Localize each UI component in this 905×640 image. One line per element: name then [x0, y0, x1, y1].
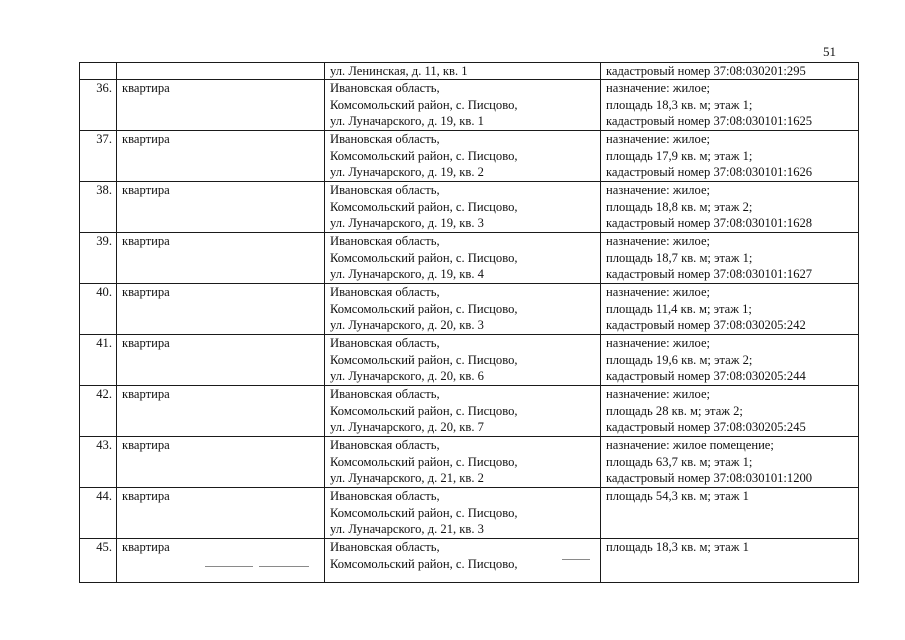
address-line: Комсомольский район, с. Писцово,: [330, 199, 518, 214]
scan-artifact-line: [259, 566, 309, 567]
address-line: Ивановская область,: [330, 438, 440, 453]
row-number-cell: 40.: [80, 284, 117, 335]
address-line: Ивановская область,: [330, 81, 440, 96]
table-row: [80, 335, 859, 386]
description-line: площадь 54,3 кв. м; этаж 1: [606, 489, 749, 504]
address-line: Комсомольский район, с. Писцово,: [330, 454, 518, 469]
address-cell: [325, 233, 601, 284]
address-line: Ивановская область,: [330, 336, 440, 351]
row-number-cell: 36.: [80, 80, 117, 131]
object-type-cell: квартира: [117, 182, 325, 233]
address-line: Ивановская область,: [330, 540, 440, 555]
description-line: кадастровый номер 37:08:030201:295: [606, 64, 806, 78]
address-line: Ивановская область,: [330, 234, 440, 249]
description-cell: [601, 182, 859, 233]
row-number-cell: [80, 63, 117, 80]
table-row-continuation: [80, 63, 859, 80]
address-line: Комсомольский район, с. Писцово,: [330, 148, 518, 163]
description-line: площадь 17,9 кв. м; этаж 1;: [606, 148, 753, 163]
address-cell: [325, 63, 601, 80]
registry-table-body: [80, 63, 859, 583]
table-row: [80, 233, 859, 284]
address-line: ул. Луначарского, д. 20, кв. 7: [330, 420, 484, 435]
address-cell: [325, 182, 601, 233]
description-cell: [601, 233, 859, 284]
object-type-cell: квартира: [117, 386, 325, 437]
address-line: Ивановская область,: [330, 285, 440, 300]
description-line: назначение: жилое;: [606, 285, 711, 300]
object-type-cell: [117, 63, 325, 80]
scan-artifact-line: [562, 559, 590, 560]
address-line: ул. Луначарского, д. 19, кв. 4: [330, 267, 484, 282]
address-line: Комсомольский район, с. Писцово,: [330, 97, 518, 112]
address-cell: [325, 386, 601, 437]
description-line: площадь 18,3 кв. м; этаж 1: [606, 540, 749, 555]
table-row: [80, 131, 859, 182]
address-line: ул. Луначарского, д. 20, кв. 3: [330, 318, 484, 333]
row-number-cell: 42.: [80, 386, 117, 437]
description-cell: [601, 488, 859, 539]
row-number-cell: 44.: [80, 488, 117, 539]
description-cell: [601, 539, 859, 583]
description-line: площадь 18,7 кв. м; этаж 1;: [606, 250, 753, 265]
description-line: площадь 19,6 кв. м; этаж 2;: [606, 352, 753, 367]
object-type-cell: квартира: [117, 437, 325, 488]
address-line: Комсомольский район, с. Писцово,: [330, 505, 518, 520]
address-line: ул. Луначарского, д. 21, кв. 2: [330, 471, 484, 486]
table-row: [80, 437, 859, 488]
object-type-cell: квартира: [117, 233, 325, 284]
row-number-cell: 37.: [80, 131, 117, 182]
description-cell: [601, 284, 859, 335]
description-line: кадастровый номер 37:08:030101:1200: [606, 471, 813, 486]
row-number-cell: 41.: [80, 335, 117, 386]
address-cell: [325, 335, 601, 386]
address-line: Комсомольский район, с. Писцово,: [330, 556, 518, 571]
description-cell: [601, 80, 859, 131]
object-type-cell: квартира: [117, 131, 325, 182]
address-line: Комсомольский район, с. Писцово,: [330, 352, 518, 367]
description-cell: [601, 386, 859, 437]
row-number-cell: 39.: [80, 233, 117, 284]
description-line: назначение: жилое;: [606, 234, 711, 249]
description-line: кадастровый номер 37:08:030101:1627: [606, 267, 813, 282]
property-registry-table: [79, 62, 859, 583]
address-line: Комсомольский район, с. Писцово,: [330, 403, 518, 418]
address-cell: [325, 539, 601, 583]
address-line: Комсомольский район, с. Писцово,: [330, 250, 518, 265]
address-line: ул. Ленинская, д. 11, кв. 1: [330, 64, 468, 78]
scan-artifact-line: [205, 566, 253, 567]
description-line: кадастровый номер 37:08:030205:245: [606, 420, 806, 435]
object-type-cell: квартира: [117, 335, 325, 386]
table-row: [80, 284, 859, 335]
description-cell: [601, 63, 859, 80]
address-line: Комсомольский район, с. Писцово,: [330, 301, 518, 316]
description-line: назначение: жилое;: [606, 81, 711, 96]
description-cell: [601, 437, 859, 488]
description-line: кадастровый номер 37:08:030101:1628: [606, 216, 813, 231]
object-type-cell: квартира: [117, 284, 325, 335]
description-line: кадастровый номер 37:08:030205:244: [606, 369, 806, 384]
row-number-cell: 43.: [80, 437, 117, 488]
description-cell: [601, 335, 859, 386]
row-number-cell: 38.: [80, 182, 117, 233]
page-number: 51: [823, 44, 836, 59]
description-line: площадь 63,7 кв. м; этаж 1;: [606, 454, 753, 469]
table-row: [80, 539, 859, 583]
description-line: площадь 11,4 кв. м; этаж 1;: [606, 301, 752, 316]
object-type-cell: квартира: [117, 488, 325, 539]
address-cell: [325, 437, 601, 488]
address-cell: [325, 488, 601, 539]
description-line: назначение: жилое;: [606, 132, 711, 147]
table-row: [80, 386, 859, 437]
address-cell: [325, 131, 601, 182]
address-line: Ивановская область,: [330, 183, 440, 198]
address-line: Ивановская область,: [330, 489, 440, 504]
description-line: кадастровый номер 37:08:030101:1626: [606, 165, 813, 180]
description-line: назначение: жилое;: [606, 387, 711, 402]
address-line: ул. Луначарского, д. 19, кв. 2: [330, 165, 484, 180]
description-line: площадь 18,3 кв. м; этаж 1;: [606, 97, 753, 112]
table-row: [80, 488, 859, 539]
description-line: кадастровый номер 37:08:030205:242: [606, 318, 806, 333]
address-line: Ивановская область,: [330, 387, 440, 402]
description-line: кадастровый номер 37:08:030101:1625: [606, 114, 813, 129]
address-line: ул. Луначарского, д. 19, кв. 3: [330, 216, 484, 231]
description-line: площадь 18,8 кв. м; этаж 2;: [606, 199, 753, 214]
description-line: назначение: жилое;: [606, 183, 711, 198]
address-cell: [325, 80, 601, 131]
table-row: [80, 182, 859, 233]
description-line: назначение: жилое помещение;: [606, 438, 774, 453]
row-number-cell: 45.: [80, 539, 117, 583]
description-line: площадь 28 кв. м; этаж 2;: [606, 403, 743, 418]
address-line: Ивановская область,: [330, 132, 440, 147]
address-cell: [325, 284, 601, 335]
table-row: [80, 80, 859, 131]
object-type-cell: квартира: [117, 80, 325, 131]
description-cell: [601, 131, 859, 182]
description-line: назначение: жилое;: [606, 336, 711, 351]
object-type-cell: квартира: [117, 539, 325, 583]
address-line: ул. Луначарского, д. 21, кв. 3: [330, 522, 484, 537]
address-line: ул. Луначарского, д. 19, кв. 1: [330, 114, 484, 129]
address-line: ул. Луначарского, д. 20, кв. 6: [330, 369, 484, 384]
